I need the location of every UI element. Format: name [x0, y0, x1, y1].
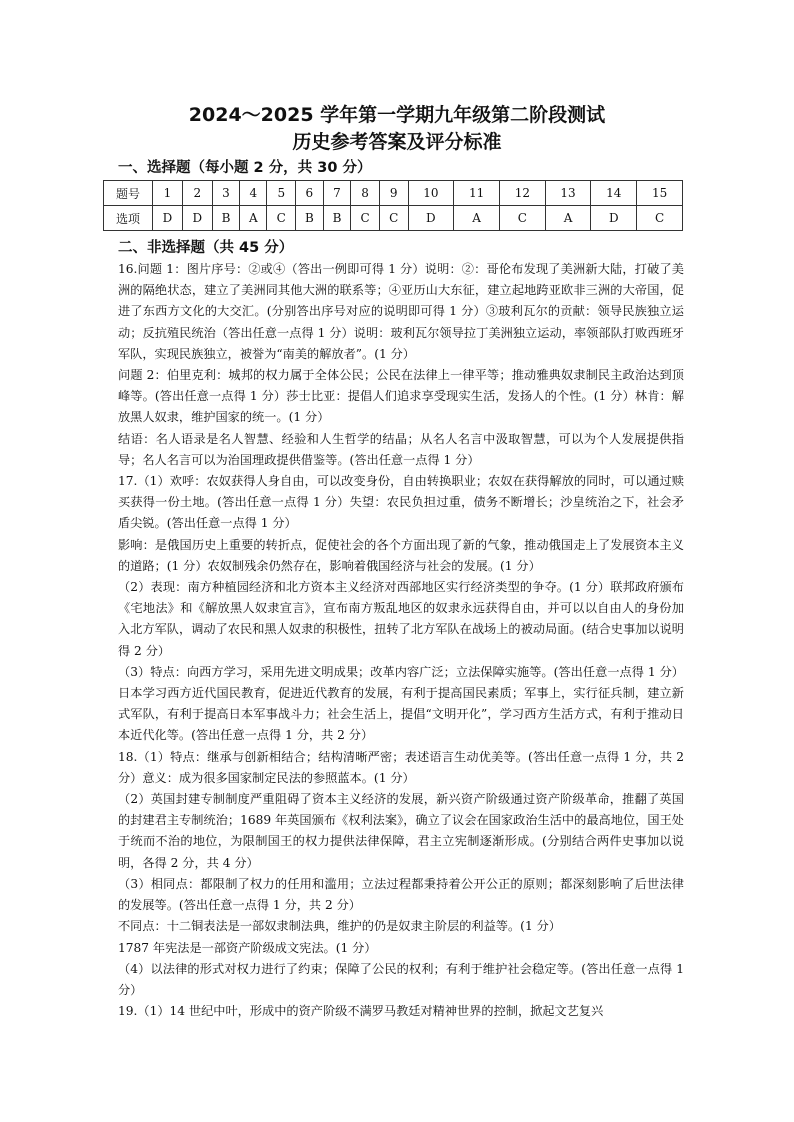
answer-paragraph: 19.（1）14 世纪中叶，形成中的资产阶级不满罗马教廷对精神世界的控制，掀起文艺复兴: [118, 1004, 604, 1019]
question-number: 4: [240, 181, 267, 206]
row-label-answer: 选项: [104, 206, 153, 231]
question-number: 15: [637, 181, 683, 206]
question-number: 2: [182, 181, 212, 206]
answer-paragraph: （4）以法律的形式对权力进行了约束；保障了公民的权利；有利于维护社会稳定等。(答出任意一点得 1 分）: [118, 961, 684, 997]
row-label-number: 题号: [104, 181, 153, 206]
table-row-numbers: [104, 181, 683, 206]
answer-paragraph: 18.（1）特点：继承与创新相结合；结构清晰严密；表述语言生动优美等。(答出任意一点得 1 分，共 2 分）意义：成为很多国家制定民法的参照蓝本。(1 分）: [118, 749, 684, 785]
answer-paragraph: （3）相同点：都限制了权力的任用和滥用；立法过程都秉持着公开公正的原则；都深刻影响了后世法律的发展等。(答出任意一点得 1 分，共 2 分）: [118, 876, 684, 913]
answer-cell: B: [212, 206, 240, 231]
answer-cell: D: [408, 206, 454, 231]
question-number: 1: [153, 181, 183, 206]
answer-cell: A: [454, 206, 500, 231]
question-number: 14: [591, 181, 637, 206]
answer-cell: D: [591, 206, 637, 231]
answer-paragraph: 不同点：十二铜表法是一部奴隶制法典，维护的仍是奴隶主阶层的利益等。(1 分）: [118, 919, 561, 934]
answer-table: [103, 180, 683, 231]
document-subtitle: 历史参考答案及评分标准: [292, 131, 502, 153]
section-heading-nonchoice: 二、非选择题（共 45 分）: [118, 240, 294, 256]
question-number: 9: [379, 181, 408, 206]
answer-cell: C: [267, 206, 296, 231]
question-number: 6: [296, 181, 324, 206]
question-number: 8: [351, 181, 380, 206]
question-number: 5: [267, 181, 296, 206]
answer-paragraph: （3）特点：向西方学习，采用先进文明成果；改革内容广泛；立法保障实施等。(答出任意一点得 1 分）日本学习西方近代国民教育，促进近代教育的发展，有利于提高国民素质；军事上，实行征兵制，建立新式军队，有利于提高日本军事战斗力；社会生活上，提倡“文明开化”，学习西方生活方式，有利于推动日本近代化等。(答出任意一点得 1 分，共 2 分）: [118, 664, 684, 743]
answer-cell: A: [545, 206, 591, 231]
answer-paragraph: 1787 年宪法是一部资产阶级成文宪法。(1 分）: [118, 940, 377, 955]
answer-cell: D: [153, 206, 183, 231]
question-number: 11: [454, 181, 500, 206]
answer-paragraph: （2）英国封建专制制度严重阻碍了资本主义经济的发展，新兴资产阶级通过资产阶级革命，推翻了英国的封建君主专制统治；1689 年英国颁布《权利法案》，确立了议会在国家政治生活中的最高地位，国王处于统而不治的地位，为限制国王的权力提供法律保障，君主立宪制逐渐形成。(分别结合两件史事加以说明，各得 2 分，共 4 分）: [118, 792, 684, 870]
answer-body: [118, 259, 684, 1022]
answer-paragraph: 17.（1）欢呼：农奴获得人身自由，可以改变身份，自由转换职业；农奴在获得解放的同时，可以通过赎买获得一份土地。(答出任意一点得 1 分）失望：农民负担过重，债务不断增长；沙皇统治之下，社会矛盾尖锐。(答出任意一点得 1 分）: [118, 474, 684, 531]
answer-cell: A: [240, 206, 267, 231]
answer-paragraph: 16.问题 1：图片序号：②或④（答出一例即可得 1 分）说明：②：哥伦布发现了美洲新大陆，打破了美洲的隔绝状态，建立了美洲同其他大洲的联系等；④亚历山大东征，建立起地跨亚欧非三洲的大帝国，促进了东西方文化的大交汇。(分别答出序号对应的说明即可得 1 分）③玻利瓦尔的贡献：领导民族独立运动；反抗殖民统治（答出任意一点得 1 分）说明：玻利瓦尔领导拉丁美洲独立运动，率领部队打败西班牙军队，实现民族独立，被誉为“南美的解放者”。(1 分）: [118, 262, 684, 361]
answer-paragraph: 问题 2：伯里克利：城邦的权力属于全体公民；公民在法律上一律平等；推动雅典奴隶制民主政治达到顶峰等。(答出任意一点得 1 分）莎士比亚：提倡人们追求享受现实生活，发扬人的个性。(1 分）林肯：解放黑人奴隶，维护国家的统一。(1 分）: [118, 368, 684, 425]
answer-cell: C: [499, 206, 545, 231]
question-number: 13: [545, 181, 591, 206]
question-number: 12: [499, 181, 545, 206]
section-heading-choice: 一、选择题（每小题 2 分，共 30 分）: [118, 160, 372, 176]
answer-cell: B: [296, 206, 324, 231]
question-number: 3: [212, 181, 240, 206]
question-number: 7: [323, 181, 351, 206]
answer-cell: C: [637, 206, 683, 231]
answer-cell: C: [379, 206, 408, 231]
answer-paragraph: （2）表现：南方种植园经济和北方资本主义经济对西部地区实行经济类型的争夺。(1 分）联邦政府颁布《宅地法》和《解放黑人奴隶宣言》，宣布南方叛乱地区的奴隶永远获得自由，并可以以自由人的身份加入北方军队，调动了农民和黑人奴隶的积极性，扭转了北方军队在战场上的被动局面。(结合史事加以说明得 2 分）: [118, 580, 684, 658]
answer-paragraph: 结语：名人语录是名人智慧、经验和人生哲学的结晶；从名人名言中汲取智慧，可以为个人发展提供指导；名人名言可以为治国理政提供借鉴等。(答出任意一点得 1 分）: [118, 431, 684, 467]
answer-paragraph: 影响：是俄国历史上重要的转折点，促使社会的各个方面出现了新的气象，推动俄国走上了发展资本主义的道路；(1 分）农奴制残余仍然存在，影响着俄国经济与社会的发展。(1 分）: [118, 537, 684, 573]
document-title: 2024～2025 学年第一学期九年级第二阶段测试: [188, 104, 606, 126]
answer-cell: D: [182, 206, 212, 231]
question-number: 10: [408, 181, 454, 206]
table-row-answers: [104, 206, 683, 231]
answer-cell: C: [351, 206, 380, 231]
answer-cell: B: [323, 206, 351, 231]
